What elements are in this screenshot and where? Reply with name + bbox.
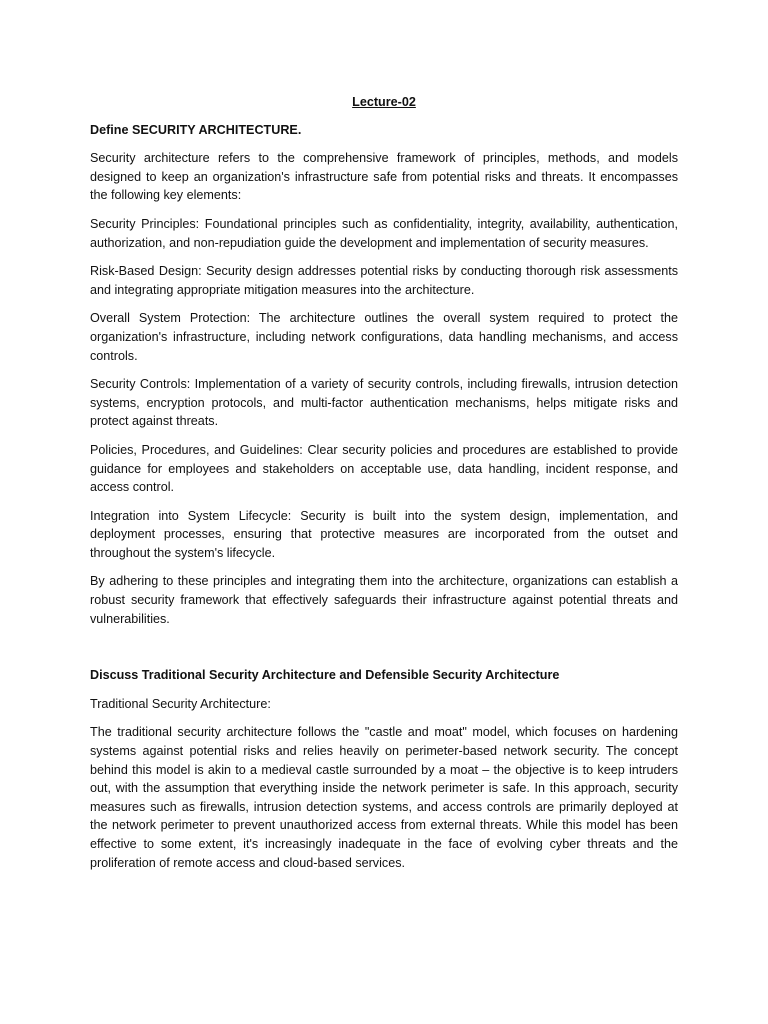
paragraph-overall-system-protection: Overall System Protection: The architecture outlines the overall system required to protect the organization's infrastructure, including network configurations, data handling mechanisms, and access controls. xyxy=(90,311,678,363)
paragraph-security-controls: Security Controls: Implementation of a variety of security controls, including firewalls, intrusion detection systems, encryption protocols, and multi-factor authentication mechanisms, helps mitigate risks and protect against threats. xyxy=(90,377,678,429)
document-body xyxy=(90,93,678,882)
paragraph-intro: Security architecture refers to the comprehensive framework of principles, methods, and models designed to keep an organization's infrastructure safe from potential risks and threats. It encompasses the following key elements: xyxy=(90,151,678,203)
section-heading-security-architecture: Define SECURITY ARCHITECTURE. xyxy=(90,122,302,137)
paragraph-conclusion: By adhering to these principles and integrating them into the architecture, organizations can establish a robust security framework that effectively safeguards their infrastructure against potential threats and vulnerabilities. xyxy=(90,574,678,626)
paragraph-policies-procedures: Policies, Procedures, and Guidelines: Clear security policies and procedures are established to provide guidance for employees and stakeholders on acceptable use, data handling, incident response, and access control. xyxy=(90,442,678,495)
paragraph-risk-based-design: Risk-Based Design: Security design addresses potential risks by conducting thorough risk assessments and integrating appropriate mitigation measures into the architecture. xyxy=(90,264,678,297)
paragraph-security-principles: Security Principles: Foundational principles such as confidentiality, integrity, availability, authentication, authorization, and non-repudiation guide the development and implementation of security measures. xyxy=(90,216,678,250)
subheading-traditional-security: Traditional Security Architecture: xyxy=(90,696,271,711)
paragraph-system-lifecycle: Integration into System Lifecycle: Security is built into the system design, implementation, and deployment processes, ensuring that protective measures are incorporated from the outset and throughout the system's lifecycle. xyxy=(90,508,678,560)
section-heading-traditional-vs-defensible: Discuss Traditional Security Architecture and Defensible Security Architecture xyxy=(90,668,560,683)
lecture-title: Lecture-02 xyxy=(352,95,416,109)
paragraph-castle-and-moat: The traditional security architecture follows the "castle and moat" model, which focuses on hardening systems against potential risks and relies heavily on perimeter-based network security. The concept behind this model is akin to a medieval castle surrounded by a moat – the objective is to keep intruders out, with the assumption that everything inside the network perimeter is safe. In this approach, security measures such as firewalls, intrusion detection systems, and access controls are primarily deployed at the network perimeter to prevent unauthorized access from external threats. While this model has been effective to some extent, it's increasingly inadequate in the face of evolving cyber threats and the proliferation of remote access and cloud-based services. xyxy=(90,725,678,870)
